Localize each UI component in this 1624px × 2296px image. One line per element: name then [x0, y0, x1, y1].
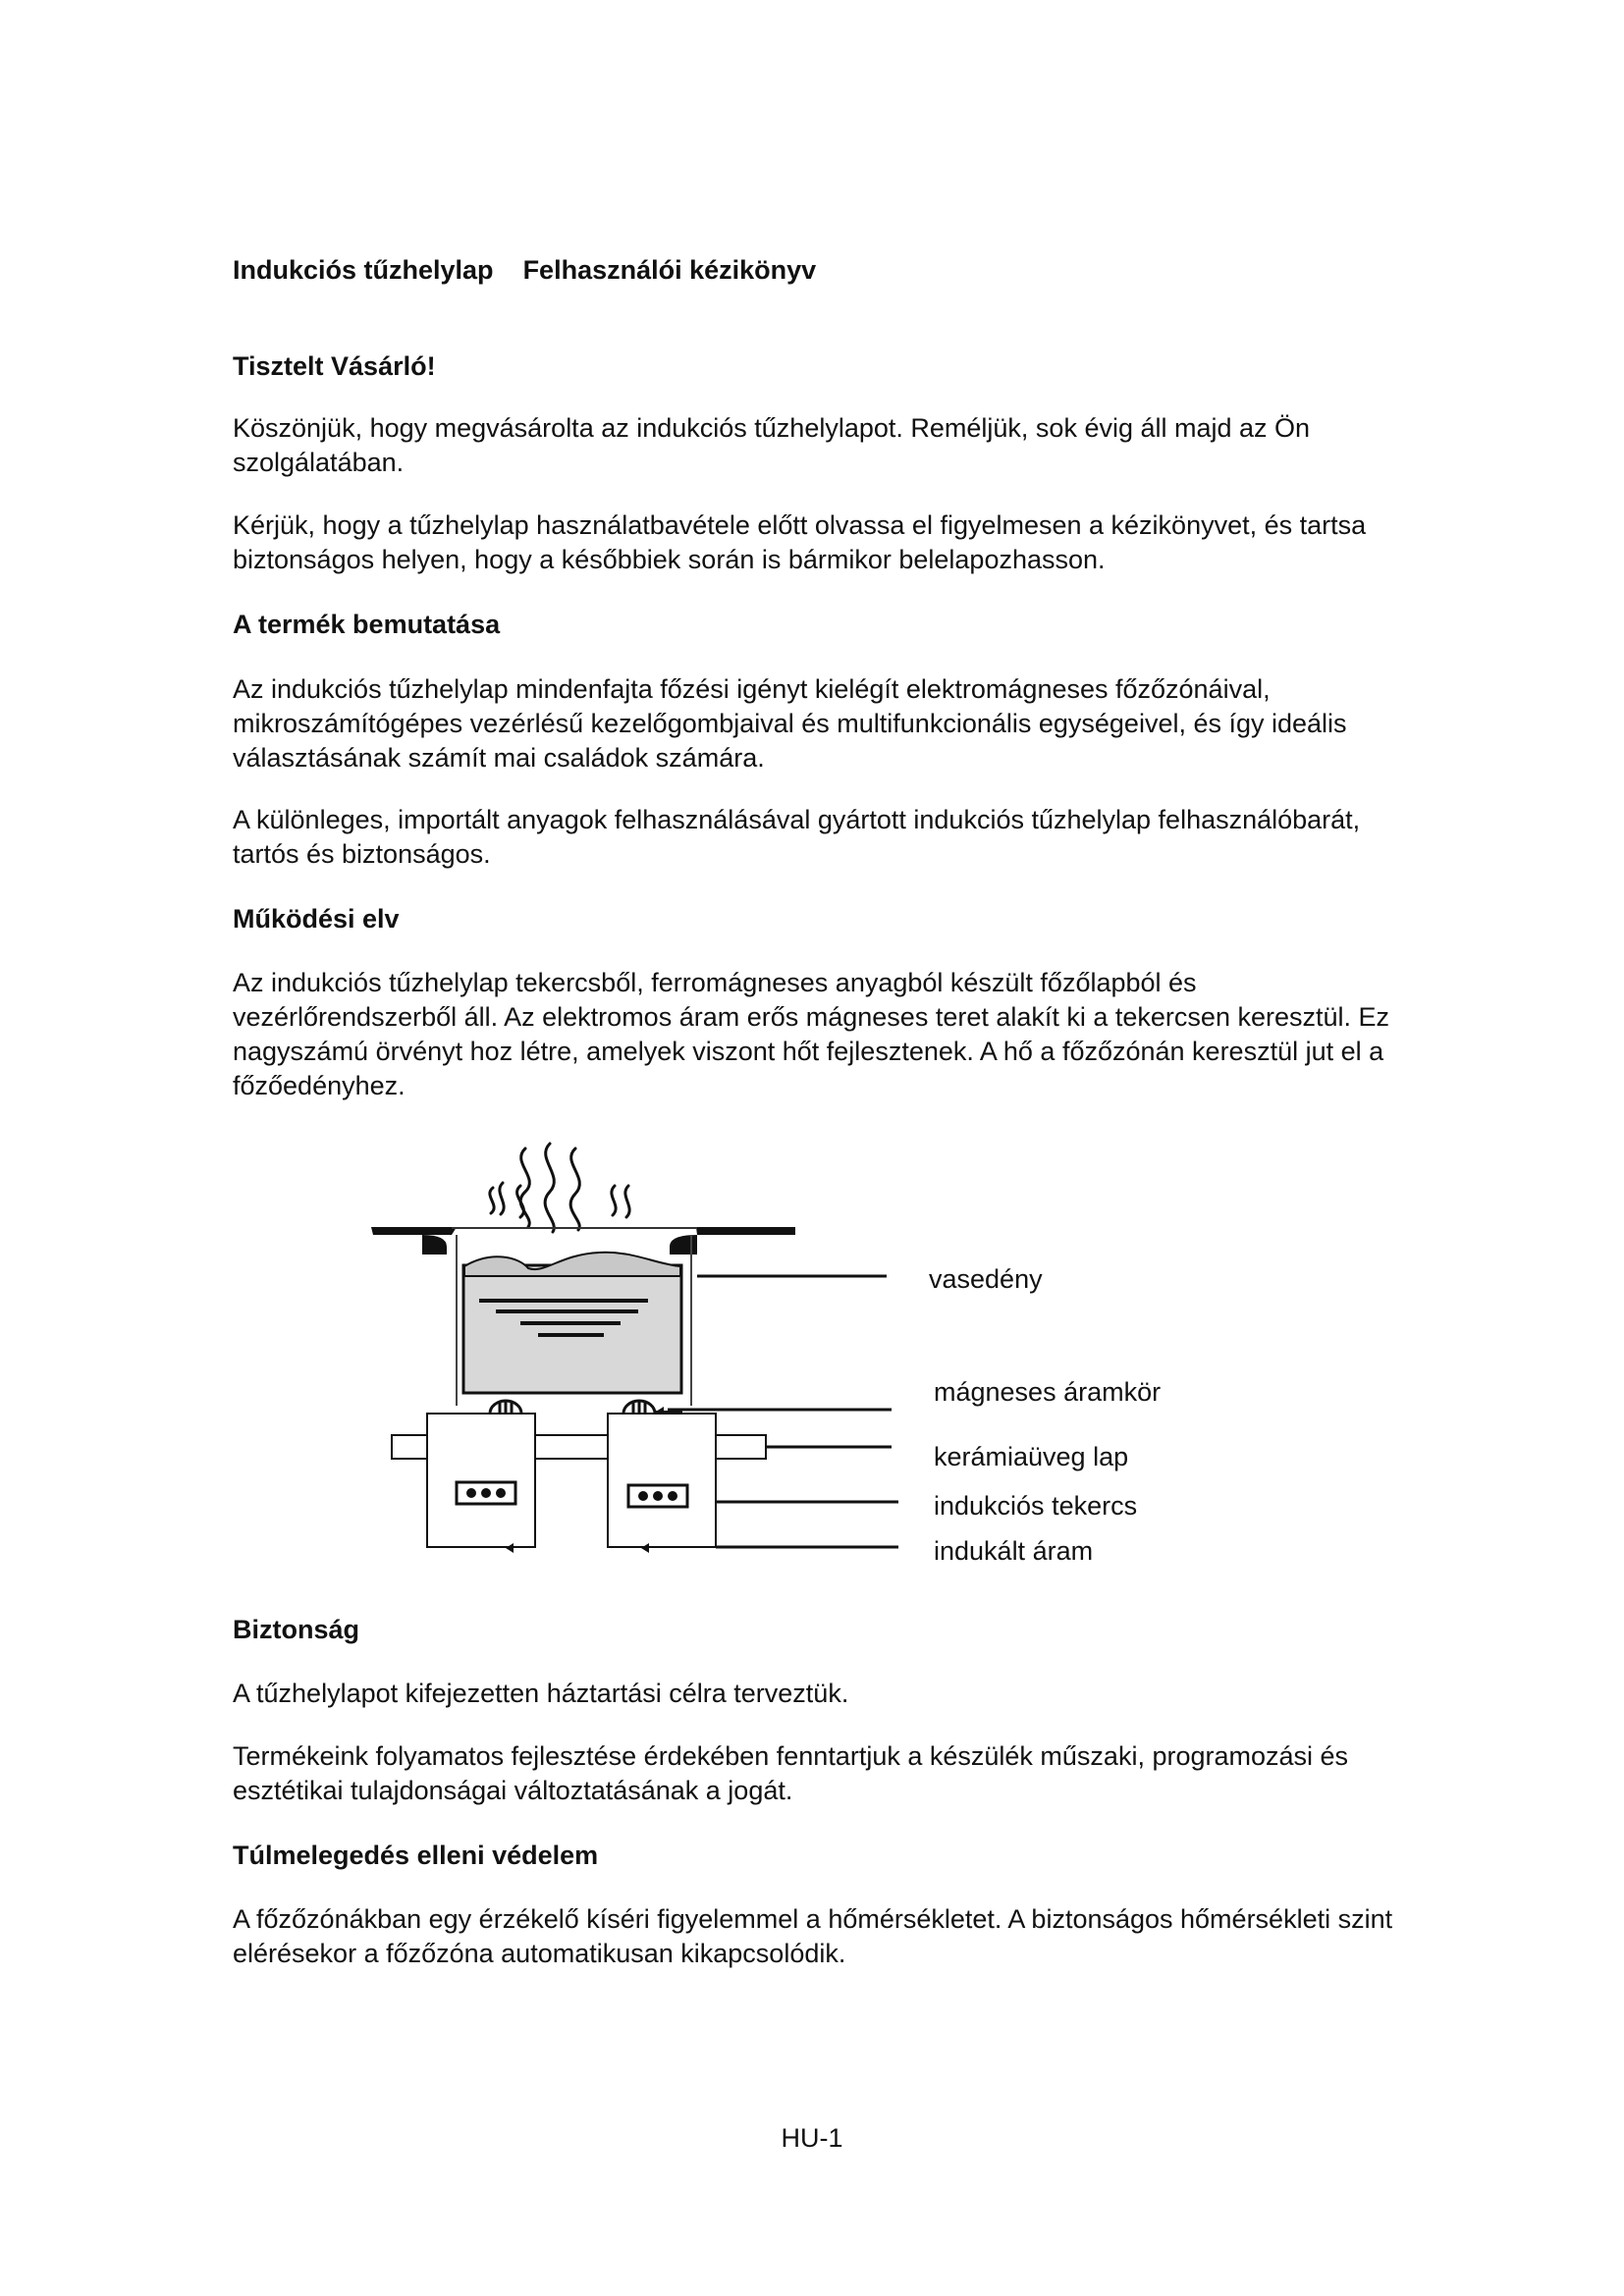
principle-paragraph: Az indukciós tűzhelylap tekercsből, ferromágneses anyagból készült főzőlapból és vezérlőrendszerből áll. Az elektromos áram erős mágneses teret alakít ki a tekercsen keresztül. Ez nagyszámú örvényt hoz létre, amelyek viszont hőt fejlesztenek. A hő a főzőzónán keresztül jut el a főzőedényhez. — [233, 968, 1390, 1100]
title-product: Indukciós tűzhelylap — [233, 255, 494, 285]
induction-schematic — [363, 1129, 923, 1580]
principle-heading: Működési elv — [233, 904, 400, 934]
overheat-heading: Túlmelegedés elleni védelem — [233, 1841, 599, 1870]
product-paragraph-2: A különleges, importált anyagok felhasználásával gyártott indukciós tűzhelylap felhasználóbarát, tartós és biztonságos. — [233, 805, 1361, 869]
label-induction-coil: indukciós tekercs — [934, 1491, 1138, 1521]
safety-paragraph-1: A tűzhelylapot kifejezetten háztartási célra terveztük. — [233, 1679, 849, 1708]
label-induced-current: indukált áram — [934, 1536, 1094, 1566]
overheat-paragraph: A főzőzónákban egy érzékelő kíséri figyelemmel a hőmérsékletet. A biztonságos hőmérsékleti szint elérésekor a főzőzóna automatikusan kikapcsolódik. — [233, 1904, 1393, 1968]
greeting: Tisztelt Vásárló! — [233, 351, 436, 381]
label-magnetic-circuit: mágneses áramkör — [934, 1377, 1162, 1407]
product-heading: A termék bemutatása — [233, 610, 501, 639]
title-manual: Felhasználói kézikönyv — [522, 255, 817, 285]
label-iron-pot: vasedény — [929, 1264, 1043, 1294]
safety-paragraph-2: Termékeink folyamatos fejlesztése érdekében fenntartjuk a készülék műszaki, programozási és esztétikai tulajdonságai változtatásának a jogát. — [233, 1741, 1349, 1805]
intro-paragraph-1: Köszönjük, hogy megvásárolta az indukciós tűzhelylapot. Reméljük, sok évig áll majd az Ön szolgálatában. — [233, 413, 1311, 477]
label-ceramic-glass: kerámiaüveg lap — [934, 1442, 1129, 1471]
document-title — [233, 253, 1411, 288]
induction-diagram — [363, 1129, 1162, 1585]
page-number: HU-1 — [781, 2123, 843, 2153]
product-paragraph-1: Az indukciós tűzhelylap mindenfajta főzési igényt kielégít elektromágneses főzőzónáival, mikroszámítógépes vezérlésű kezelőgombjaival és multifunkcionális egységeivel, és így ideális választásának számít mai családok számára. — [233, 674, 1347, 773]
intro-paragraph-2: Kérjük, hogy a tűzhelylap használatbavétele előtt olvassa el figyelmesen a kézikönyvet, és tartsa biztonságos helyen, hogy a későbbiek során is bármikor belelapozhasson. — [233, 510, 1367, 574]
steam-icon — [490, 1144, 629, 1232]
safety-heading: Biztonság — [233, 1615, 360, 1644]
